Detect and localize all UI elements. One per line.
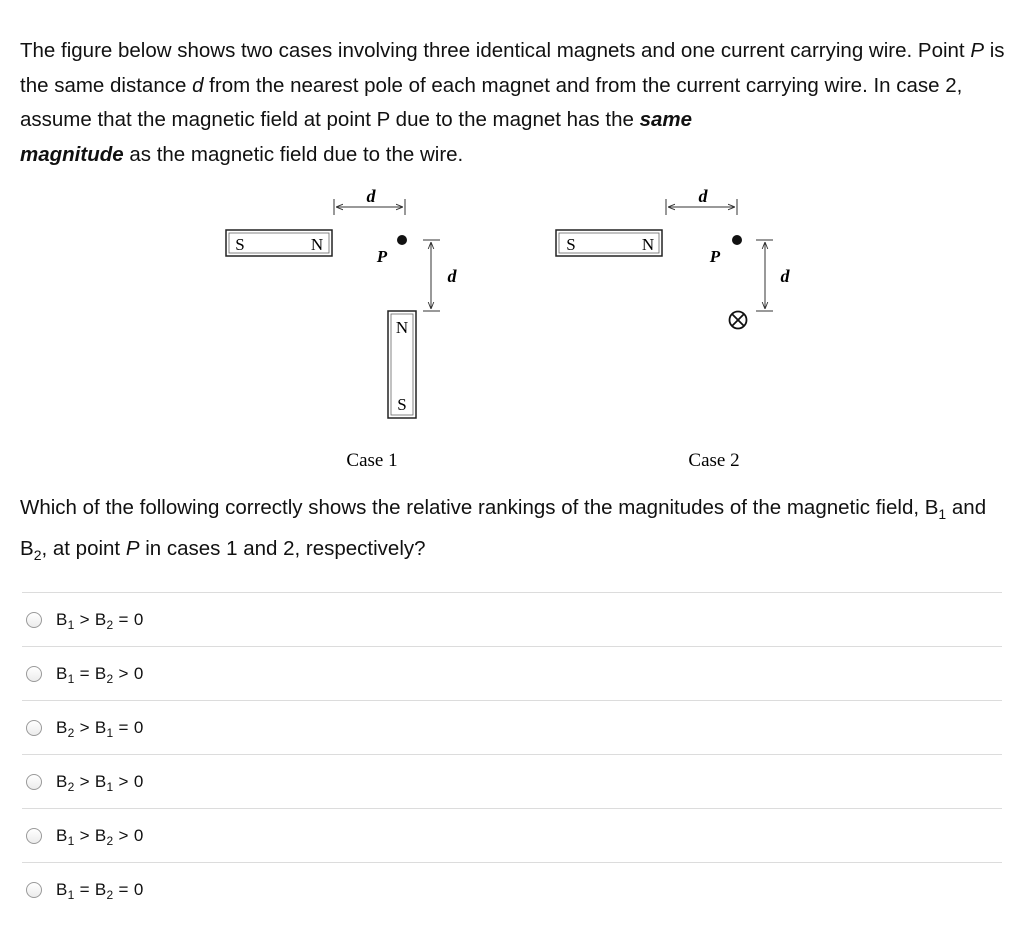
radio-button[interactable] — [26, 774, 42, 790]
magnet-figure — [0, 180, 1024, 480]
case1-caption: Case 1 — [346, 450, 398, 471]
case2-wire-into-page-icon — [730, 312, 747, 329]
case1-vertical-dimension — [423, 240, 458, 311]
case1-label-d-horizontal: d — [366, 186, 376, 206]
answer-option-2[interactable] — [22, 646, 1002, 700]
case2-magnet-h-south: S — [566, 235, 576, 254]
emphasis-magnitude: magnitude — [20, 142, 124, 166]
emphasis-same: same — [639, 108, 693, 131]
case1-magnet-v-north: N — [395, 318, 409, 337]
radio-button[interactable] — [26, 612, 42, 628]
case1-vertical-magnet — [388, 311, 416, 418]
case1-point-p-dot — [397, 235, 407, 245]
case1-horizontal-dimension — [334, 186, 405, 215]
option-label: $B_1 = B_2 > 0$ — [56, 663, 144, 686]
case2-vertical-dimension — [756, 240, 791, 311]
case1-point-p-label: P — [376, 247, 388, 266]
case2-label-d-vertical: d — [780, 266, 790, 286]
case1-horizontal-magnet — [226, 230, 332, 256]
question-line-1: The figure below shows two cases involving three identical magnets and one current carrying wire. Point P is the same distance d from the nearest pole of each magnet and from the current carrying wire. In case 2, assume that the magnetic field at point P due to the magnet has the same magnitude as the magnetic field due to the wire. — [20, 39, 1005, 166]
case2-horizontal-magnet — [556, 230, 662, 256]
case-2-diagram — [556, 186, 791, 471]
answer-option-5[interactable] — [22, 808, 1002, 862]
case2-caption: Case 2 — [688, 450, 740, 471]
option-label: $B_1 = B_2 = 0$ — [56, 879, 144, 902]
answer-option-3[interactable] — [22, 700, 1002, 754]
answer-options — [22, 592, 1002, 916]
option-label: $B_2 > B_1 > 0$ — [56, 771, 144, 794]
case1-magnet-h-south: S — [235, 235, 245, 254]
option-label: $B_1 > B_2 > 0$ — [56, 825, 144, 848]
case2-label-d-horizontal: d — [698, 186, 708, 206]
option-label: $B_1 > B_2 = 0$ — [56, 609, 144, 632]
case2-point-p-dot — [732, 235, 742, 245]
radio-button[interactable] — [26, 882, 42, 898]
prompt-text: Which of the following correctly shows the relative rankings of the magnitudes of the magnetic field, $B_1$ and $B_2$, at point P in cases 1 and 2, respectively? — [20, 496, 987, 563]
radio-button[interactable] — [26, 720, 42, 736]
question-text — [20, 34, 1005, 172]
case1-label-d-vertical: d — [447, 266, 457, 286]
case-1-diagram — [226, 186, 458, 471]
answer-option-1[interactable] — [22, 592, 1002, 646]
radio-button[interactable] — [26, 828, 42, 844]
case2-magnet-h-north: N — [641, 235, 655, 254]
answer-option-6[interactable] — [22, 862, 1002, 916]
case2-point-p-label: P — [709, 247, 721, 266]
case1-magnet-h-north: N — [310, 235, 324, 254]
radio-button[interactable] — [26, 666, 42, 682]
case1-magnet-v-south: S — [397, 395, 407, 414]
answer-option-4[interactable] — [22, 754, 1002, 808]
option-label: $B_2 > B_1 = 0$ — [56, 717, 144, 740]
case2-horizontal-dimension — [666, 186, 737, 215]
